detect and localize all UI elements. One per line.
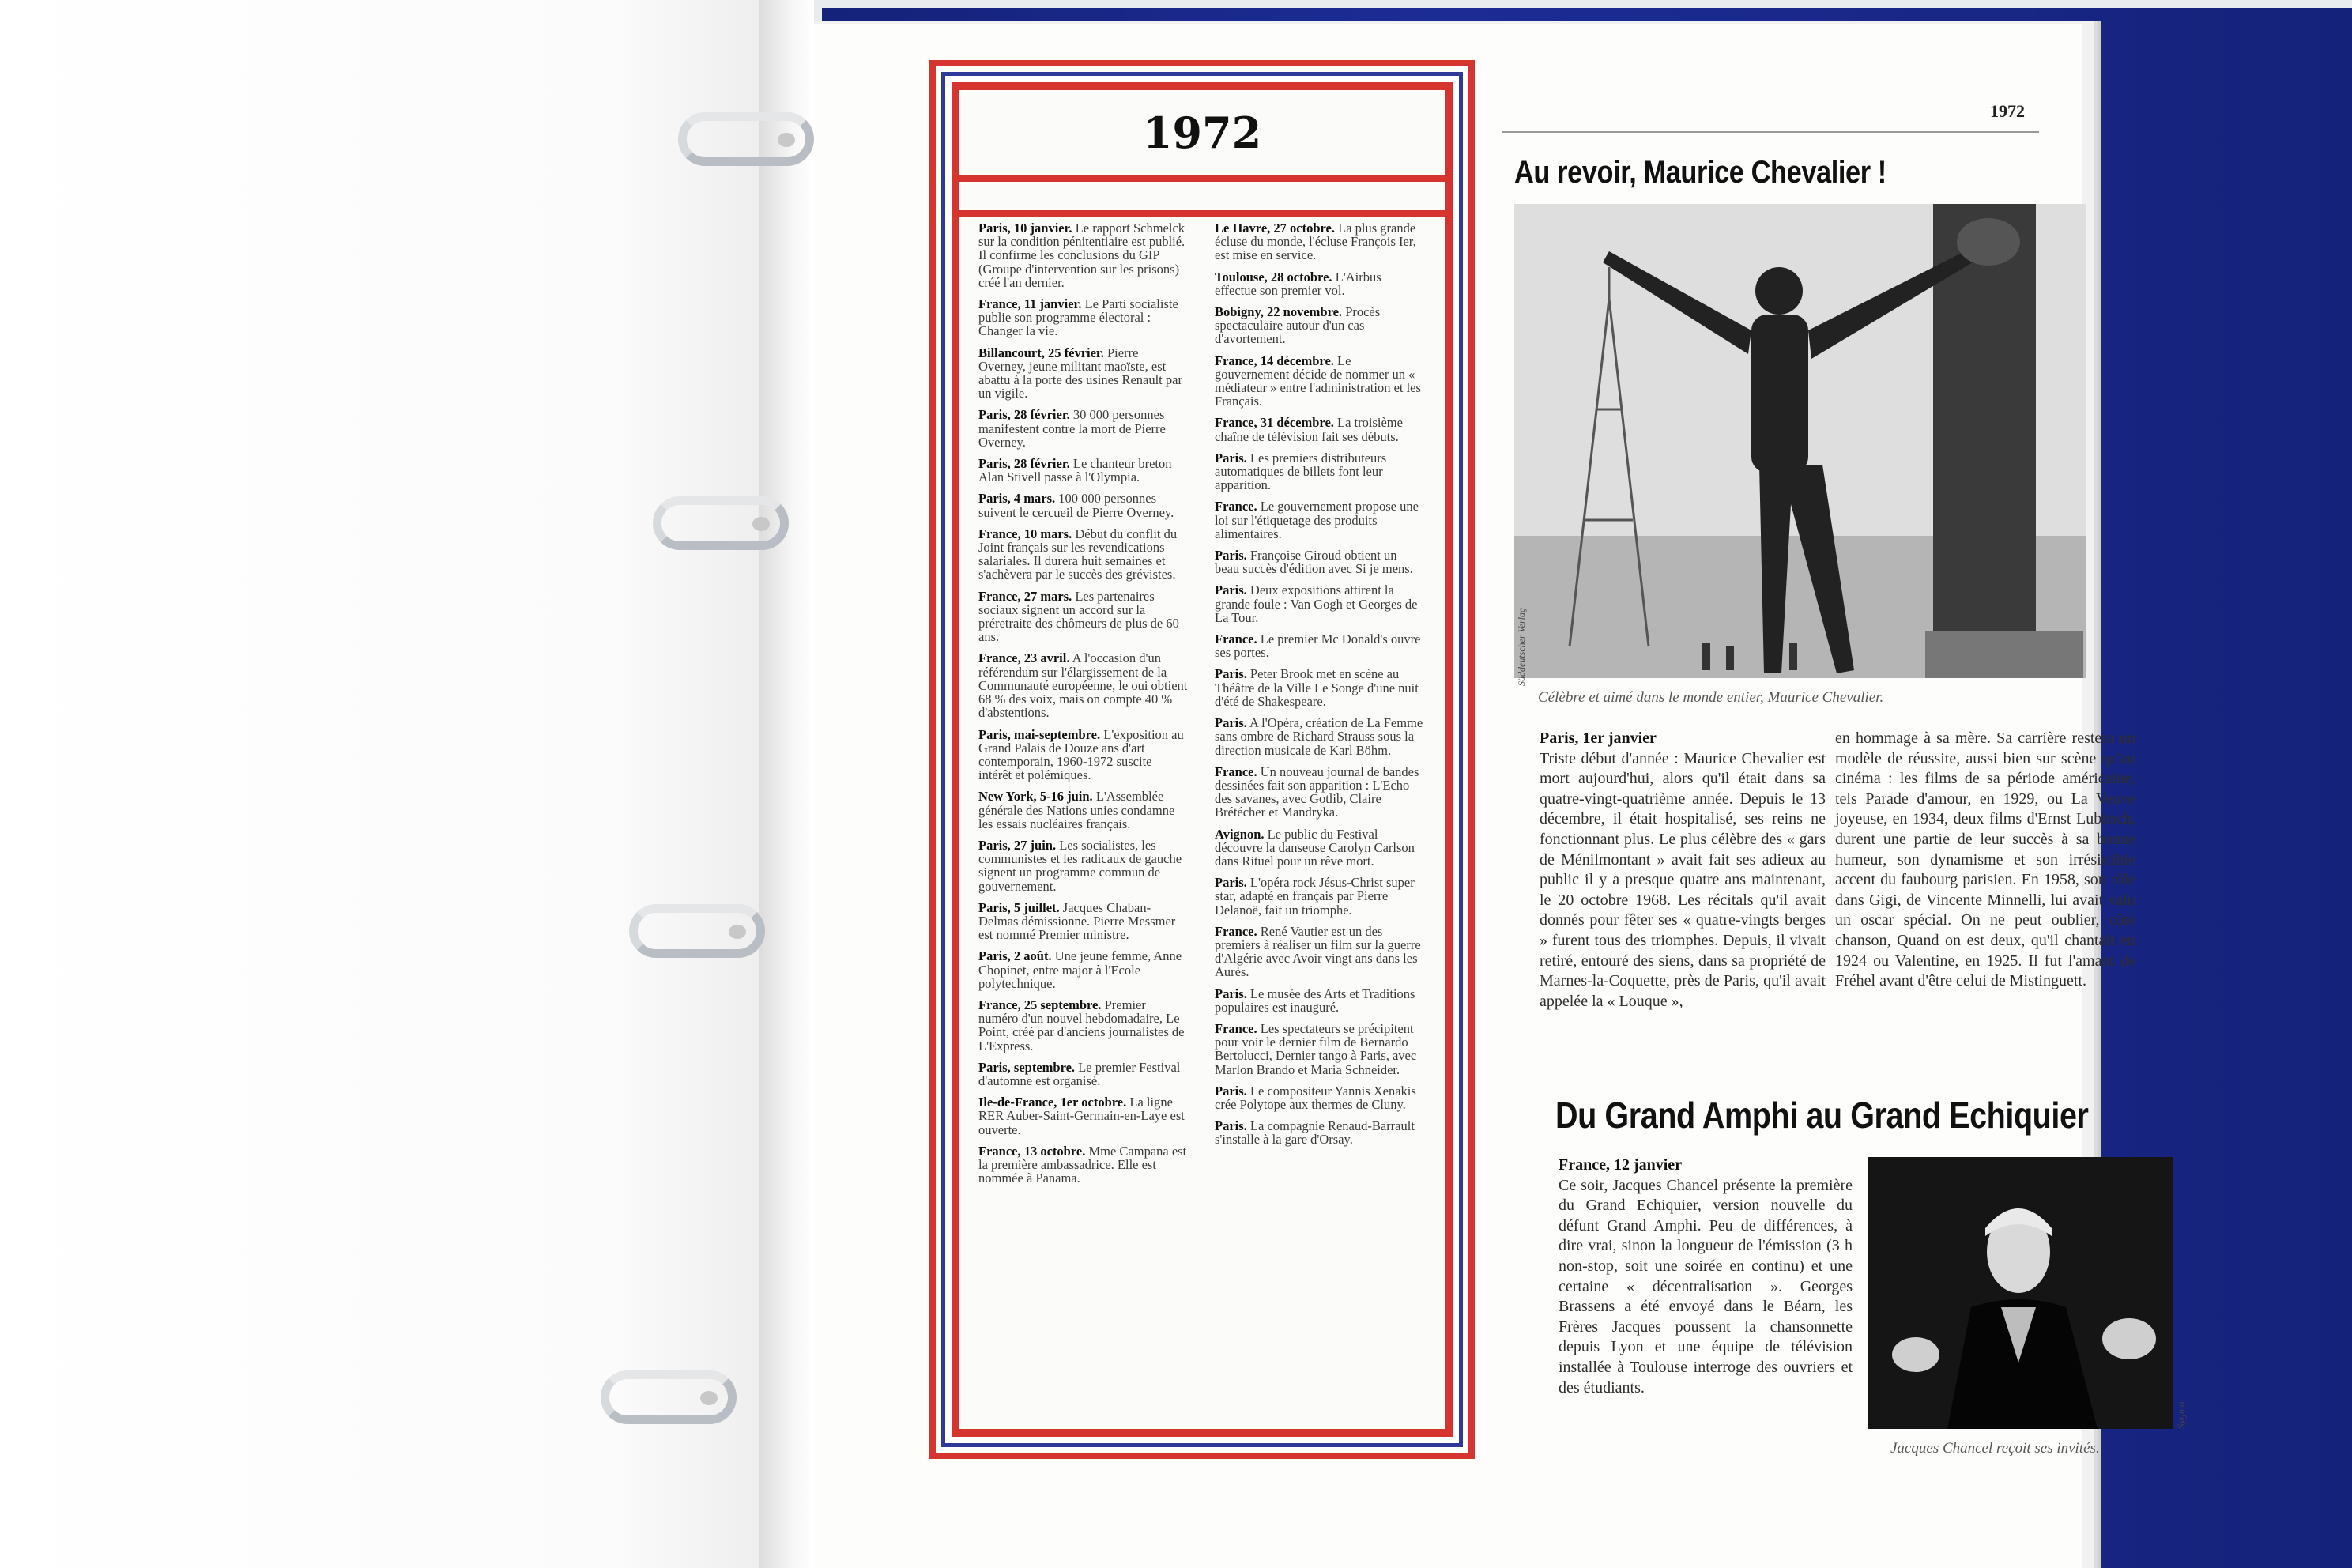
chronicle-entry-head: Paris, 4 mars. [978, 491, 1056, 507]
chronicle-entry [978, 1144, 1188, 1185]
chronicle-entry-body: Deux expositions attirent la grande foule : Van Gogh et Georges de La Tour. [1215, 582, 1418, 625]
chronicle-entry-body: Le premier Festival d'automne est organisé. [978, 1059, 1181, 1088]
chronicle-column-2 [1202, 221, 1438, 1421]
chronicle-entry-body: Peter Brook met en scène au Théâtre de la Ville Le Songe d'une nuit d'été de Shakespeare. [1215, 666, 1419, 709]
chronicle-entry-head: Paris. [1215, 1118, 1247, 1134]
page-gutter [759, 0, 814, 1568]
chronicle-entry-body: René Vautier est un des premiers à réaliser un film sur la guerre d'Algérie avec Avoir vingt ans dans les Aurès. [1215, 923, 1421, 980]
chronicle-entry [978, 651, 1188, 719]
chronicle-entry-head: Paris. [1215, 715, 1247, 731]
chronicle-entry-head: France, 14 décembre. [1215, 352, 1334, 368]
page-folio: 1972 [1990, 101, 2025, 121]
chronicle-entry [1215, 1119, 1424, 1146]
chronicle-entry-head: Toulouse, 28 octobre. [1215, 269, 1332, 285]
chevalier-dateline: Paris, 1er janvier [1540, 729, 1657, 747]
chronicle-column-1 [966, 221, 1202, 1421]
chronicle-entry [1215, 416, 1424, 443]
chronicle-entry-head: France. [1215, 763, 1257, 779]
chronicle-entry-head: Paris. [1215, 666, 1247, 682]
chancel-photo-credit: Sygma [2175, 1401, 2187, 1429]
header-rule [1502, 131, 2039, 133]
chronicle-entry [978, 346, 1188, 401]
chronicle-entry-body: L'exposition au Grand Palais de Douze ans d'art contemporain, 1960-1972 suscite intérêt et polémiques. [978, 726, 1184, 783]
chronicle-entry [978, 457, 1188, 484]
chronicle-entry-body: L'Airbus effectue son premier vol. [1215, 269, 1381, 298]
chronicle-entry-body: L'opéra rock Jésus-Christ super star, adapté en français par Pierre Delanoë, fait un triomphe. [1215, 875, 1415, 918]
chronicle-inner [959, 90, 1445, 1429]
chronicle-entry [1215, 667, 1424, 708]
chronicle-entry-head: France. [1215, 631, 1257, 647]
chronicle-entry [1215, 876, 1424, 917]
chevalier-text-1: Triste début d'année : Maurice Chevalier est mort aujourd'hui, alors qu'il était dans sa quatre-vingt-quatrième année. Depuis le 13 décembre, il était hospitalisé, ses reins ne fonctionnant plus. Le plus célèbre des « gars de Ménilmontant » avait fait ses adieux au public il y a presque quatre ans maintenant, le 20 octobre 1968. Les récitals qu'il avait donnés pour fêter ses « quatre-vingts berges » furent tous des triomphes. Depuis, il vivait retiré, entouré des siens, dans sa propriété de Marnes-la-Coquette, près de Paris, qu'il avait appelée la « Louque », [1540, 749, 1826, 1010]
chronicle-entry-head: France, 23 avril. [978, 650, 1070, 666]
chronicle-entry [978, 1095, 1188, 1136]
chronicle-entry-head: Paris. [1215, 450, 1247, 466]
chronicle-entry [978, 901, 1188, 942]
chronicle-entry [1215, 716, 1424, 757]
chronicle-entry [978, 408, 1188, 449]
chronicle-entry-head: Paris. [1215, 1083, 1247, 1099]
chronicle-entry-head: Paris. [1215, 548, 1247, 564]
chronicle-entry-head: Avignon. [1215, 826, 1265, 842]
chronicle-entry-body: Le gouvernement décide de nommer un « médiateur » entre l'administration et les Français. [1215, 352, 1421, 409]
chronicle-entry-body: L'Assemblée générale des Nations unies condamne les essais nucléaires français. [978, 789, 1175, 831]
chronicle-entry [1215, 1084, 1424, 1111]
chronicle-entry [978, 590, 1188, 644]
chronicle-entry-body: Le chanteur breton Alan Stivell passe à l'Olympia. [978, 456, 1172, 485]
chronicle-entry-head: France, 31 décembre. [1215, 415, 1334, 431]
chronicle-entry-body: Le musée des Arts et Traditions populaires est inauguré. [1215, 986, 1415, 1015]
echiquier-article [1559, 1155, 1853, 1398]
chronicle-entry-head: Paris, 28 février. [978, 407, 1070, 423]
chronicle-entry [978, 998, 1188, 1053]
binder-ring-3 [629, 904, 763, 952]
chronicle-entry-body: A l'Opéra, création de La Femme sans ombre de Richard Strauss sous la direction musicale de Karl Böhm. [1215, 715, 1423, 758]
chronicle-box [929, 60, 1475, 1459]
chronicle-entry-body: Le gouvernement propose une loi sur l'étiquetage des produits alimentaires. [1215, 499, 1419, 541]
chronicle-entry-head: Paris. [1215, 986, 1247, 1001]
chronicle-entry [978, 297, 1188, 338]
binder-ring-2 [653, 496, 787, 544]
chronicle-entry-body: Procès spectaculaire autour d'un cas d'avortement. [1215, 304, 1381, 347]
chronicle-entry [1215, 270, 1424, 297]
chancel-caption: Jacques Chancel reçoit ses invités. [1890, 1440, 2100, 1457]
chronicle-entry-head: France. [1215, 1020, 1257, 1036]
binder-ring-1 [678, 112, 812, 160]
chevalier-photo-credit: Süddeutscher Verlag [1516, 608, 1527, 686]
chronicle-entry-head: Bobigny, 22 novembre. [1215, 304, 1343, 320]
chronicle-entry [1215, 632, 1424, 659]
article-title-chevalier: Au revoir, Maurice Chevalier ! [1514, 155, 1886, 190]
chronicle-entry [978, 527, 1188, 582]
chronicle-entry-head: New York, 5-16 juin. [978, 789, 1093, 805]
chronicle-entry-body: Le compositeur Yannis Xenakis crée Polytope aux thermes de Cluny. [1215, 1083, 1416, 1112]
chronicle-entry [1215, 765, 1424, 820]
chronicle-entry-body: Les spectateurs se précipitent pour voir le dernier film de Bernardo Bertolucci, Dernier tango à Paris, avec Marlon Brando et Maria Schneider. [1215, 1020, 1417, 1077]
chronicle-entry-body: Début du conflit du Joint français sur les revendications salariales. Il durera huit semaines et s'achèvera par le succès des grévistes. [978, 526, 1178, 582]
chronicle-entry-head: Paris, 28 février. [978, 456, 1070, 472]
chronicle-entry-body: Le premier Mc Donald's ouvre ses portes. [1215, 631, 1421, 661]
chronicle-entry-body: Le Parti socialiste publie son programme électoral : Changer la vie. [978, 296, 1178, 339]
chronicle-entry [978, 728, 1188, 782]
chronicle-entry-body: Premier numéro d'un nouvel hebdomadaire, Le Point, créé par d'anciens journalistes de L'Express. [978, 997, 1185, 1054]
chronicle-entry-head: Paris, mai-septembre. [978, 726, 1101, 742]
chevalier-article-col2 [1835, 729, 2135, 992]
chronicle-entry-body: Françoise Giroud obtient un beau succès d'édition avec Si je mens. [1215, 548, 1413, 577]
chronicle-entry [1215, 925, 1424, 979]
echiquier-dateline: France, 12 janvier [1559, 1156, 1683, 1174]
binder-ring-4 [601, 1370, 735, 1418]
chronicle-entry [1215, 354, 1424, 409]
chronicle-entry-head: Paris. [1215, 875, 1247, 891]
left-page [0, 0, 767, 1568]
chronicle-entry-head: Paris, 10 janvier. [978, 220, 1072, 236]
chronicle-entry-body: Les partenaires sociaux signent un accord sur la préretraite des chômeurs de plus de 60 ans. [978, 588, 1179, 645]
chronicle-entry [978, 1061, 1188, 1087]
chronicle-entry-head: France. [1215, 499, 1257, 514]
chronicle-entry-head: Le Havre, 27 octobre. [1215, 220, 1335, 236]
echiquier-text: Ce soir, Jacques Chancel présente la première du Grand Echiquier, version nouvelle du défunt Grand Amphi. Peu de différences, à dire vrai, sinon la longueur de l'émission (3 h non-stop, soit une soirée en continu) et une certaine « décentralisation ». Georges Brassens a été envoyé dans le Béarn, les Frères Jacques poussent la chansonnette depuis Lyon et une équipe de télévision installée à Toulouse interroge des ouvriers et des étudiants. [1559, 1176, 1853, 1396]
article-title-echiquier: Du Grand Amphi au Grand Echiquier [1555, 1095, 2089, 1136]
chronicle-entry [1215, 827, 1424, 869]
chronicle-entry-head: Paris. [1215, 582, 1247, 598]
chronicle-entry-head: Ile-de-France, 1er octobre. [978, 1095, 1127, 1110]
chronicle-entry-body: La ligne RER Auber-Saint-Germain-en-Laye est ouverte. [978, 1095, 1185, 1137]
chevalier-caption: Célèbre et aimé dans le monde entier, Maurice Chevalier. [1538, 689, 1884, 706]
chronicle-entry-body: Le public du Festival découvre la danseuse Carolyn Carlson dans Rituel pour un rêve mort. [1215, 826, 1415, 869]
chronicle-entry [1215, 451, 1424, 492]
chronicle-entry [1215, 548, 1424, 575]
chronicle-entry-body: Les socialistes, les communistes et les radicaux de gauche signent un programme commun de gouvernement. [978, 837, 1182, 894]
chronicle-entry-body: A l'occasion d'un référendum sur l'élargissement de la Communauté européenne, le oui obtient 68 % des voix, mais on compte 40 % d'abstentions. [978, 650, 1188, 721]
chronicle-entry [1215, 499, 1424, 541]
chronicle-entry-head: France. [1215, 923, 1257, 939]
chronicle-entry [1215, 583, 1424, 624]
chronicle-entry-body: La compagnie Renaud-Barrault s'installe à la gare d'Orsay. [1215, 1118, 1415, 1148]
chronicle-entry-body: Le rapport Schmelck sur la condition pénitentiaire est publié. Il confirme les conclusions du GIP (Groupe d'intervention sur les prisons) créé l'an dernier. [978, 220, 1185, 290]
chronicle-entry-body: Les premiers distributeurs automatiques de billets font leur apparition. [1215, 450, 1387, 493]
chronicle-entry-head: France, 27 mars. [978, 588, 1072, 604]
chronicle-entry [1215, 1022, 1424, 1076]
chronicle-entry-body: Une jeune femme, Anne Chopinet, entre major à l'Ecole polytechnique. [978, 948, 1182, 991]
chronicle-entry-body: Jacques Chaban-Delmas démissionne. Pierre Messmer est nommé Premier ministre. [978, 899, 1176, 943]
chevalier-photo [1514, 204, 2086, 678]
chronicle-entry-body: Pierre Overney, jeune militant maoïste, est abattu à la porte des usines Renault par un vigile. [978, 345, 1182, 401]
chronicle-entry [1215, 221, 1424, 262]
chancel-photo [1868, 1157, 2173, 1429]
chronicle-entry-head: Paris, 2 août. [978, 948, 1052, 964]
chronicle-entry-body: La plus grande écluse du monde, l'écluse François Ier, est mise en service. [1215, 220, 1416, 263]
chevalier-article-col1 [1540, 729, 1826, 1012]
chevalier-text-2: en hommage à sa mère. Sa carrière restera un modèle de réussite, aussi bien sur scène qu'au cinéma : les films de sa période américaine, tels Parade d'amour, en 1929, ou La Veuve joyeuse, en 1934, deux films d'Ernst Lubitsch, durent une partie de leur succès à sa bonne humeur, son dynamisme et son irrésistible accent du faubourg parisien. En 1958, son rôle dans Gigi, de Vincente Minnelli, lui avait valu un oscar spécial. On ne peut oublier, côté chanson, Quand on est deux, qu'il chantait en 1924 ou Valentine, en 1925. Il fut l'amant de Fréhel avant d'être celui de Mistinguett. [1835, 729, 2135, 990]
chronicle-entry [1215, 305, 1424, 346]
year-heading: 1972 [959, 90, 1445, 182]
year-subbar [959, 182, 1445, 217]
chronicle-entry-head: Paris, 27 juin. [978, 837, 1057, 853]
chronicle-entry [978, 790, 1188, 831]
chronicle-entry [978, 492, 1188, 518]
chronicle-entry-head: Billancourt, 25 février. [978, 345, 1104, 360]
chronicle-entry-head: France, 25 septembre. [978, 997, 1102, 1012]
chronicle-entry-head: France, 13 octobre. [978, 1143, 1086, 1159]
chronicle-entry-body: 100 000 personnes suivent le cercueil de Pierre Overney. [978, 491, 1174, 520]
chronicle-entry [978, 221, 1188, 289]
chronicle-entry-head: France, 11 janvier. [978, 296, 1082, 312]
chronicle-entry-body: 30 000 personnes manifestent contre la mort de Pierre Overney. [978, 407, 1166, 450]
chronicle-entry-body: La troisième chaîne de télévision fait ses débuts. [1215, 415, 1403, 444]
chronicle-entry-body: Mme Campana est la première ambassadrice. Elle est nommée à Panama. [978, 1143, 1187, 1186]
chronicle-entry [978, 949, 1188, 990]
chronicle-entry [978, 839, 1188, 893]
chronicle-entry-head: Paris, 5 juillet. [978, 899, 1060, 915]
chronicle-entry-head: France, 10 mars. [978, 526, 1072, 541]
chronicle-entry [1215, 987, 1424, 1014]
chronicle-entry-body: Un nouveau journal de bandes dessinées fait son apparition : L'Echo des savanes, avec Gotlib, Claire Brétécher et Mandryka. [1215, 763, 1419, 820]
chronicle-entry-head: Paris, septembre. [978, 1059, 1076, 1075]
